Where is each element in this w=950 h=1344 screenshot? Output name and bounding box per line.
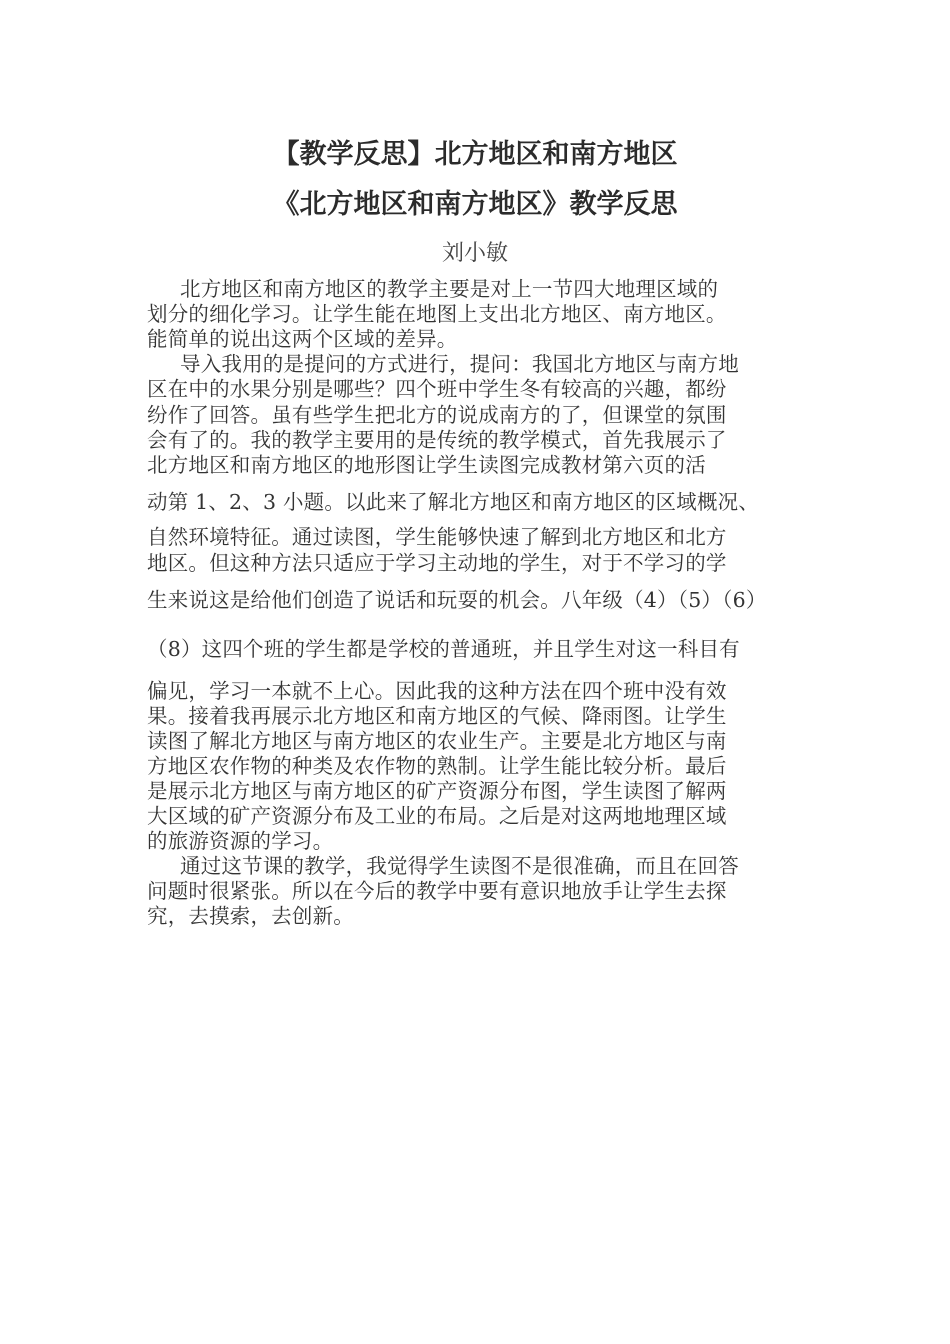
text-line: 果。接着我再展示北方地区和南方地区的气候、降雨图。让学生 <box>147 704 727 728</box>
text-line: 的旅游资源的学习。 <box>147 829 334 853</box>
text-line: 问题时很紧张。所以在今后的教学中要有意识地放手让学生去探 <box>147 879 727 903</box>
text-line: 会有了的。我的教学主要用的是传统的教学模式，首先我展示了 <box>147 428 727 452</box>
text-line: 区在中的水果分别是哪些？四个班中学生冬有较高的兴趣，都纷 <box>147 377 727 401</box>
text-line: 生来说这是给他们创造了说话和玩耍的机会。八年级（4）（5）（6） <box>147 588 767 612</box>
text-line: 地区。但这种方法只适应于学习主动地的学生，对于不学习的学 <box>147 551 727 575</box>
text-line: 导入我用的是提问的方式进行，提问：我国北方地区与南方地 <box>180 352 739 376</box>
text-line: 北方地区和南方地区的地形图让学生读图完成教材第六页的活 <box>147 453 706 477</box>
document-subtitle: 《北方地区和南方地区》教学反思 <box>272 189 678 220</box>
document-title: 【教学反思】北方地区和南方地区 <box>272 139 678 170</box>
text-line: 大区域的矿产资源分布及工业的布局。之后是对这两地地理区域 <box>147 804 727 828</box>
text-line: 究，去摸索，去创新。 <box>147 904 354 928</box>
text-line: 是展示北方地区与南方地区的矿产资源分布图，学生读图了解两 <box>147 779 727 803</box>
text-line: 划分的细化学习。让学生能在地图上支出北方地区、南方地区。 <box>147 302 727 326</box>
text-line: 自然环境特征。通过读图，学生能够快速了解到北方地区和北方 <box>147 525 727 549</box>
author-name: 刘小敏 <box>441 241 508 266</box>
text-line: 北方地区和南方地区的教学主要是对上一节四大地理区域的 <box>180 277 719 301</box>
text-line: 动第 1、2、3 小题。以此来了解北方地区和南方地区的区域概况、 <box>147 490 760 514</box>
text-line: 纷作了回答。虽有些学生把北方的说成南方的了，但课堂的氛围 <box>147 403 727 427</box>
text-line: 读图了解北方地区与南方地区的农业生产。主要是北方地区与南 <box>147 729 727 753</box>
text-line: 偏见，学习一本就不上心。因此我的这种方法在四个班中没有效 <box>147 679 727 703</box>
text-line: 方地区农作物的种类及农作物的熟制。让学生能比较分析。最后 <box>147 754 727 778</box>
text-line: （8）这四个班的学生都是学校的普通班，并且学生对这一科目有 <box>147 637 740 661</box>
text-line: 通过这节课的教学，我觉得学生读图不是很准确，而且在回答 <box>180 854 739 878</box>
text-line: 能简单的说出这两个区域的差异。 <box>147 327 458 351</box>
